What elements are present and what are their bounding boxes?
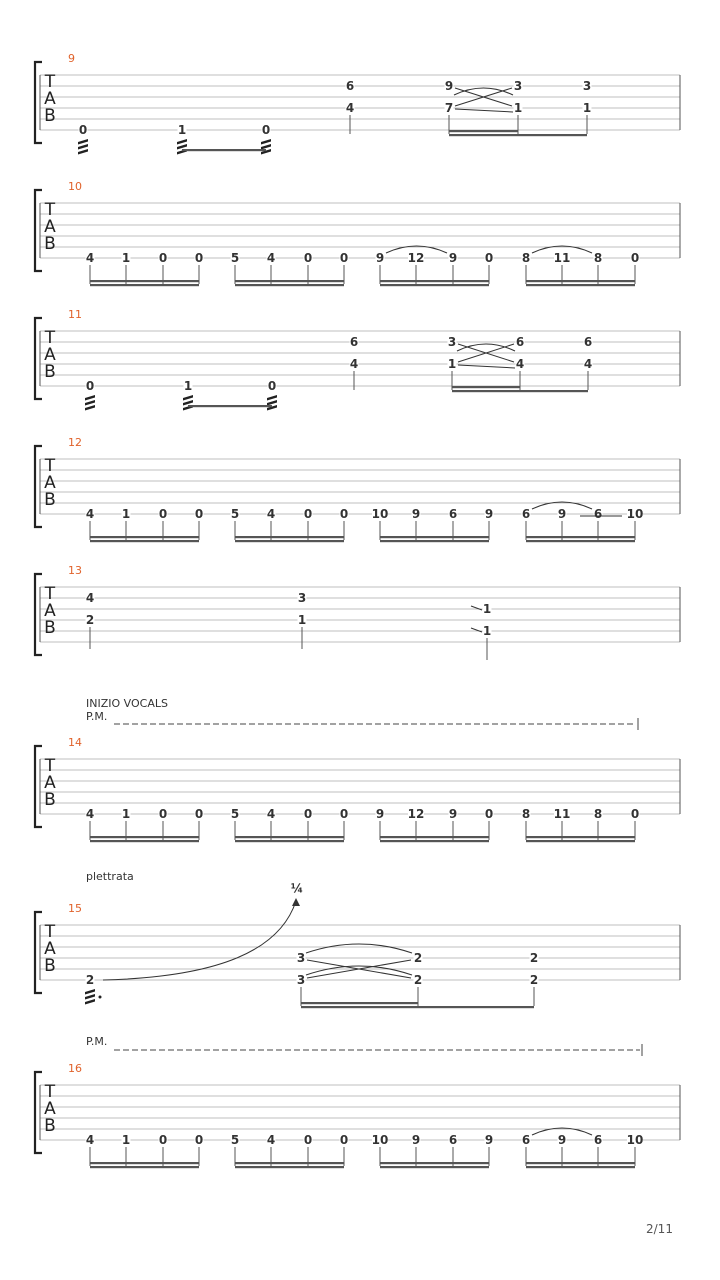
fret-number: 0 bbox=[78, 123, 88, 137]
fret-number: 1 bbox=[297, 613, 307, 627]
fret-number: 1 bbox=[513, 101, 523, 115]
fret-number: 6 bbox=[593, 507, 603, 521]
tab-letter-a: A bbox=[44, 1099, 56, 1119]
tremolo-mark bbox=[177, 139, 187, 145]
tab-letter-a: A bbox=[44, 773, 56, 793]
fret-number: 1 bbox=[482, 602, 492, 616]
system-bracket bbox=[35, 574, 42, 655]
tab-letter-b: B bbox=[44, 618, 56, 638]
beam bbox=[526, 840, 635, 842]
tab-letter-t: T bbox=[44, 328, 56, 348]
fret-number: 6 bbox=[515, 335, 525, 349]
fret-number: 3 bbox=[447, 335, 457, 349]
slide-line bbox=[458, 365, 515, 368]
beam bbox=[526, 280, 635, 282]
beam bbox=[526, 536, 635, 538]
picking-label: plettrata bbox=[86, 870, 134, 883]
fret-number: 1 bbox=[482, 624, 492, 638]
fret-number: 0 bbox=[339, 807, 349, 821]
tremolo-mark bbox=[85, 994, 95, 1000]
fret-number: 1 bbox=[121, 807, 131, 821]
fret-number: 2 bbox=[85, 973, 95, 987]
fret-number: 4 bbox=[515, 357, 525, 371]
fret-number: 12 bbox=[407, 251, 425, 265]
tremolo-mark bbox=[183, 395, 193, 401]
tremolo-mark bbox=[261, 139, 271, 145]
fret-number: 1 bbox=[121, 507, 131, 521]
beam bbox=[380, 280, 489, 282]
fret-number: 5 bbox=[230, 807, 240, 821]
beam bbox=[380, 840, 489, 842]
fret-number: 1 bbox=[447, 357, 457, 371]
tab-letter-b: B bbox=[44, 1116, 56, 1136]
fret-number: 8 bbox=[593, 807, 603, 821]
fret-number: 2 bbox=[85, 613, 95, 627]
system-bracket bbox=[35, 446, 42, 527]
tab-letter-t: T bbox=[44, 922, 56, 942]
fret-number: 6 bbox=[448, 507, 458, 521]
fret-number: 11 bbox=[553, 251, 571, 265]
measure-number: 16 bbox=[68, 1062, 82, 1075]
fret-number: 1 bbox=[121, 251, 131, 265]
fret-number: 0 bbox=[303, 251, 313, 265]
fret-number: 10 bbox=[371, 1133, 389, 1147]
fret-number: 9 bbox=[448, 251, 458, 265]
fret-number: 4 bbox=[85, 251, 95, 265]
fret-number: 9 bbox=[484, 507, 494, 521]
measure-number: 11 bbox=[68, 308, 82, 321]
beam bbox=[235, 836, 344, 838]
fret-number: 2 bbox=[529, 951, 539, 965]
fret-number: 9 bbox=[411, 507, 421, 521]
fret-number: 9 bbox=[484, 1133, 494, 1147]
fret-number: 4 bbox=[85, 591, 95, 605]
beam bbox=[90, 284, 199, 286]
tie-arc bbox=[457, 344, 515, 351]
beam bbox=[182, 149, 266, 151]
system-bracket bbox=[35, 318, 42, 399]
system-bracket bbox=[35, 1072, 42, 1153]
fret-number: 9 bbox=[557, 507, 567, 521]
beam bbox=[235, 280, 344, 282]
measure-number: 13 bbox=[68, 564, 82, 577]
beam bbox=[90, 1162, 199, 1164]
tab-letter-t: T bbox=[44, 200, 56, 220]
bend-amount: ¼ bbox=[290, 881, 304, 896]
tremolo-mark bbox=[78, 149, 88, 155]
fret-number: 11 bbox=[553, 807, 571, 821]
fret-number: 0 bbox=[85, 379, 95, 393]
fret-number: 6 bbox=[593, 1133, 603, 1147]
fret-number: 6 bbox=[521, 507, 531, 521]
fret-number: 3 bbox=[513, 79, 523, 93]
bend-arrow bbox=[292, 898, 300, 906]
measure-number: 14 bbox=[68, 736, 82, 749]
fret-number: 0 bbox=[158, 507, 168, 521]
tab-letter-b: B bbox=[44, 956, 56, 976]
fret-number: 5 bbox=[230, 507, 240, 521]
beam bbox=[526, 540, 635, 542]
fret-number: 9 bbox=[375, 807, 385, 821]
fret-number: 0 bbox=[194, 251, 204, 265]
fret-number: 4 bbox=[266, 1133, 276, 1147]
slide-line bbox=[471, 628, 482, 632]
tremolo-mark bbox=[267, 400, 277, 406]
beam bbox=[235, 1166, 344, 1168]
slide-line bbox=[455, 109, 513, 112]
fret-number: 10 bbox=[626, 507, 644, 521]
fret-number: 8 bbox=[521, 807, 531, 821]
tremolo-mark bbox=[85, 405, 95, 411]
beam bbox=[380, 284, 489, 286]
beam bbox=[526, 1162, 635, 1164]
fret-number: 6 bbox=[345, 79, 355, 93]
system-bracket bbox=[35, 62, 42, 143]
tremolo-mark bbox=[85, 400, 95, 406]
tab-letter-b: B bbox=[44, 106, 56, 126]
system-bracket bbox=[35, 190, 42, 271]
beam bbox=[90, 536, 199, 538]
beam bbox=[235, 1162, 344, 1164]
fret-number: 4 bbox=[85, 1133, 95, 1147]
fret-number: 9 bbox=[557, 1133, 567, 1147]
fret-number: 7 bbox=[444, 101, 454, 115]
tab-letter-t: T bbox=[44, 72, 56, 92]
fret-number: 4 bbox=[345, 101, 355, 115]
tab-letter-a: A bbox=[44, 217, 56, 237]
fret-number: 3 bbox=[296, 951, 306, 965]
fret-number: 5 bbox=[230, 251, 240, 265]
tremolo-mark bbox=[183, 400, 193, 406]
fret-number: 0 bbox=[194, 507, 204, 521]
fret-number: 6 bbox=[583, 335, 593, 349]
beam bbox=[301, 1002, 418, 1004]
tab-letter-t: T bbox=[44, 1082, 56, 1102]
slide-line bbox=[471, 606, 482, 610]
palm-mute-label: P.M. bbox=[86, 710, 108, 723]
fret-number: 4 bbox=[349, 357, 359, 371]
tab-letter-a: A bbox=[44, 601, 56, 621]
beam bbox=[452, 386, 520, 388]
tab-letter-a: A bbox=[44, 345, 56, 365]
beam bbox=[526, 1166, 635, 1168]
fret-number: 1 bbox=[121, 1133, 131, 1147]
measure-number: 9 bbox=[68, 52, 75, 65]
palm-mute-label: P.M. bbox=[86, 1035, 108, 1048]
tab-letter-b: B bbox=[44, 490, 56, 510]
tab-letter-a: A bbox=[44, 473, 56, 493]
fret-number: 4 bbox=[266, 807, 276, 821]
tab-letter-a: A bbox=[44, 89, 56, 109]
fret-number: 0 bbox=[194, 1133, 204, 1147]
beam bbox=[526, 836, 635, 838]
fret-number: 12 bbox=[407, 807, 425, 821]
fret-number: 0 bbox=[267, 379, 277, 393]
beam bbox=[380, 1162, 489, 1164]
fret-number: 0 bbox=[484, 807, 494, 821]
tremolo-mark bbox=[78, 139, 88, 145]
fret-number: 9 bbox=[444, 79, 454, 93]
beam bbox=[380, 540, 489, 542]
fret-number: 4 bbox=[266, 251, 276, 265]
bend-curve bbox=[103, 901, 296, 980]
tremolo-mark bbox=[85, 989, 95, 995]
fret-number: 6 bbox=[349, 335, 359, 349]
beam bbox=[449, 134, 587, 136]
fret-number: 4 bbox=[583, 357, 593, 371]
beam bbox=[90, 280, 199, 282]
tremolo-mark bbox=[261, 144, 271, 150]
tremolo-mark bbox=[267, 395, 277, 401]
beam bbox=[380, 836, 489, 838]
fret-number: 0 bbox=[303, 1133, 313, 1147]
fret-number: 0 bbox=[339, 251, 349, 265]
page-number: 2/11 bbox=[646, 1222, 673, 1236]
tab-letter-a: A bbox=[44, 939, 56, 959]
beam bbox=[188, 405, 272, 407]
tab-letter-t: T bbox=[44, 456, 56, 476]
fret-number: 0 bbox=[303, 807, 313, 821]
fret-number: 0 bbox=[630, 807, 640, 821]
beam bbox=[452, 390, 588, 392]
tie-arc bbox=[306, 944, 412, 953]
tie-arc bbox=[454, 88, 513, 95]
beam bbox=[235, 540, 344, 542]
fret-number: 0 bbox=[630, 251, 640, 265]
fret-number: 8 bbox=[593, 251, 603, 265]
beam bbox=[90, 840, 199, 842]
tab-letter-t: T bbox=[44, 584, 56, 604]
tab-letter-b: B bbox=[44, 790, 56, 810]
tremolo-mark bbox=[85, 999, 95, 1005]
system-bracket bbox=[35, 912, 42, 993]
measure-number: 10 bbox=[68, 180, 82, 193]
vocals-start-label: INIZIO VOCALS bbox=[86, 697, 168, 710]
beam bbox=[90, 540, 199, 542]
beam bbox=[526, 284, 635, 286]
fret-number: 0 bbox=[158, 1133, 168, 1147]
beam bbox=[90, 836, 199, 838]
fret-number: 5 bbox=[230, 1133, 240, 1147]
tremolo-mark bbox=[85, 395, 95, 401]
fret-number: 8 bbox=[521, 251, 531, 265]
fret-number: 0 bbox=[484, 251, 494, 265]
fret-number: 9 bbox=[411, 1133, 421, 1147]
fret-number: 4 bbox=[85, 807, 95, 821]
tie-arc bbox=[306, 966, 412, 975]
fret-number: 0 bbox=[339, 1133, 349, 1147]
beam bbox=[235, 284, 344, 286]
fret-number: 1 bbox=[582, 101, 592, 115]
fret-number: 2 bbox=[413, 951, 423, 965]
dot bbox=[99, 996, 102, 999]
fret-number: 6 bbox=[448, 1133, 458, 1147]
measure-number: 12 bbox=[68, 436, 82, 449]
fret-number: 2 bbox=[413, 973, 423, 987]
fret-number: 6 bbox=[521, 1133, 531, 1147]
beam bbox=[380, 536, 489, 538]
fret-number: 1 bbox=[177, 123, 187, 137]
fret-number: 0 bbox=[194, 807, 204, 821]
beam bbox=[449, 130, 518, 132]
fret-number: 3 bbox=[297, 591, 307, 605]
tremolo-mark bbox=[78, 144, 88, 150]
beam bbox=[380, 1166, 489, 1168]
beam bbox=[235, 536, 344, 538]
tremolo-mark bbox=[177, 144, 187, 150]
fret-number: 2 bbox=[529, 973, 539, 987]
fret-number: 9 bbox=[448, 807, 458, 821]
fret-number: 0 bbox=[261, 123, 271, 137]
system-bracket bbox=[35, 746, 42, 827]
fret-number: 4 bbox=[266, 507, 276, 521]
tab-letter-t: T bbox=[44, 756, 56, 776]
tab-letter-b: B bbox=[44, 234, 56, 254]
fret-number: 0 bbox=[158, 807, 168, 821]
beam bbox=[301, 1006, 534, 1008]
fret-number: 0 bbox=[158, 251, 168, 265]
fret-number: 0 bbox=[303, 507, 313, 521]
fret-number: 0 bbox=[339, 507, 349, 521]
fret-number: 3 bbox=[582, 79, 592, 93]
fret-number: 9 bbox=[375, 251, 385, 265]
fret-number: 3 bbox=[296, 973, 306, 987]
tab-letter-b: B bbox=[44, 362, 56, 382]
beam bbox=[90, 1166, 199, 1168]
fret-number: 1 bbox=[183, 379, 193, 393]
fret-number: 4 bbox=[85, 507, 95, 521]
fret-number: 10 bbox=[371, 507, 389, 521]
fret-number: 10 bbox=[626, 1133, 644, 1147]
measure-number: 15 bbox=[68, 902, 82, 915]
beam bbox=[235, 840, 344, 842]
